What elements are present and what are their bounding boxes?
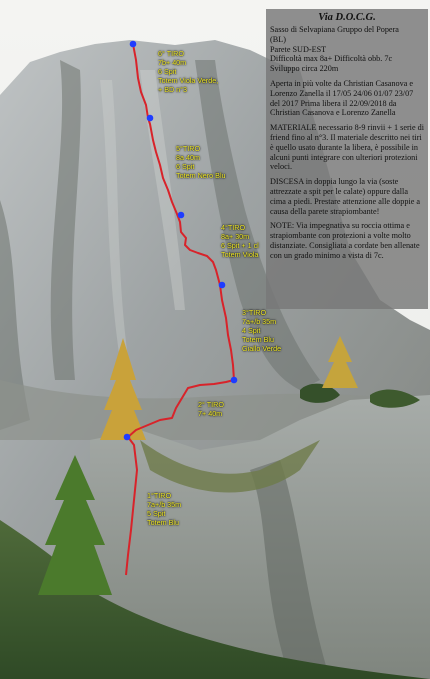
route-title: Via D.O.C.G. (318, 12, 376, 23)
belay-point (219, 282, 226, 289)
route-notes: NOTE: Via impegnativa su roccia ottima e strapiombante con protezioni a volte molto distanziate. Consigliata a cordate ben allenate con un grado minimo a vista di 7c. (270, 221, 420, 260)
belay-point (178, 212, 185, 219)
route-history: Aperta in più volte da Christian Casanova e Lorenzo Zanella il 17/05 24/06 01/07 23/07 del 2017 Prima libera il 22/09/2018 da Christian Casanova e Lorenzo Zanella (270, 78, 414, 118)
pitch-label-6: 6° TIRO 7b+ 40m 6 Spit Totem Viola Verde, + BD n°3 (158, 49, 219, 94)
route-face: Parete SUD-EST (270, 44, 327, 54)
route-difficulty: Difficoltà max 8a+ Difficoltà obb. 7c (270, 54, 393, 64)
belay-point (130, 41, 137, 48)
pitch-label-1: 1°TIRO 7a+/b 35m 5 Spit Totem Blu (147, 491, 182, 527)
route-length: Sviluppo circa 220m (270, 64, 339, 74)
pitch-label-3: 3°TIRO 7a+/b 35m 4 Spit Totem Blu Giallo Verde (242, 308, 282, 353)
route-gear: MATERIALE necessario 8-9 rinvii + 1 serie di friend fino al n°3. Il materiale descritto nei tiri è quello usato durante la libera, è possibile in alcuni punti integrare con ulteriori protezioni veloci. (270, 123, 425, 172)
belay-point (231, 377, 238, 384)
route-province: (BL) (270, 34, 286, 44)
belay-point (124, 434, 131, 441)
belay-point (147, 115, 154, 122)
route-descent: DISCESA in doppia lungo la via (soste attrezzate a spit per le calate) oppure dalla cima a piedi. Prestare attenzione alle doppie a causa della parete strapiombante! (270, 177, 421, 216)
route-info-panel (266, 9, 428, 309)
route-location: Sasso di Selvapiana Gruppo del Popera (270, 25, 399, 34)
pitch-label-4: 4°TIRO 8a+ 30m 6 Spit + 1 cl Totem Viola (221, 223, 259, 259)
pitch-label-5: 5°TIRO 8a 40m 6 Spit Totem Nero Blu (176, 144, 226, 180)
pitch-label-2: 2° TIRO 7+ 40m (198, 400, 224, 418)
